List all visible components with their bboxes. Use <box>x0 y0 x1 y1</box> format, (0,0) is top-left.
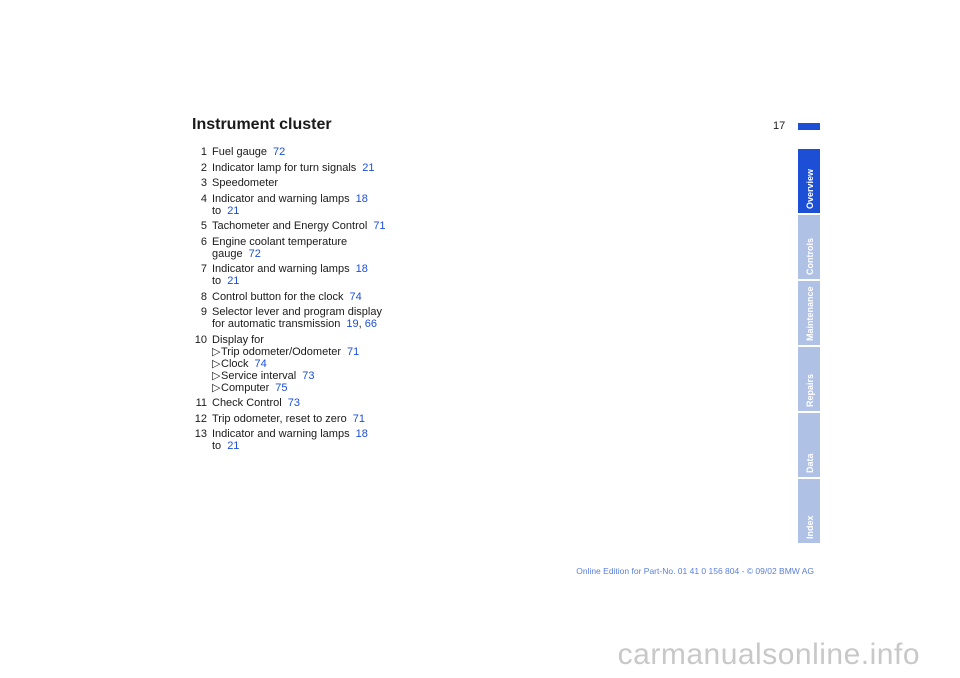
item-number: 7 <box>200 263 207 275</box>
section-nav <box>798 149 820 545</box>
item-number: 5 <box>200 220 207 232</box>
item-line <box>212 205 452 217</box>
item-text: to <box>212 440 222 452</box>
page-reference-link[interactable]: 75 <box>275 381 288 394</box>
tab-label: Overview <box>805 168 815 209</box>
page-reference-link[interactable]: 74 <box>254 357 267 370</box>
item-text: Trip odometer/Odometer <box>221 345 342 358</box>
triangle-bullet-icon: ▷ <box>212 369 221 382</box>
item-text: Control button for the clock <box>212 290 344 303</box>
tab-maintenance[interactable] <box>798 281 820 345</box>
item-text: gauge <box>212 247 243 260</box>
triangle-bullet-icon: ▷ <box>212 357 221 370</box>
page-number: 17 <box>773 120 786 132</box>
item-text: Computer <box>221 381 270 394</box>
item-line <box>212 413 452 425</box>
page-reference-link[interactable]: 21 <box>227 440 240 452</box>
item-line <box>212 193 452 205</box>
item-number: 1 <box>200 146 207 158</box>
item-number: 4 <box>200 192 207 205</box>
tab-data[interactable] <box>798 413 820 477</box>
list-item <box>192 263 452 287</box>
list-item <box>192 428 452 452</box>
item-body <box>212 306 452 330</box>
triangle-bullet-icon: ▷ <box>212 345 221 358</box>
item-line <box>212 358 452 370</box>
page-reference-link[interactable]: 74 <box>349 290 362 303</box>
item-text: Tachometer and Energy Control <box>212 220 368 232</box>
item-line <box>212 248 452 260</box>
item-line <box>212 382 452 394</box>
item-line <box>212 146 452 158</box>
footer-note: Online Edition for Part-No. 01 41 0 156 804 - © 09/02 BMW AG <box>576 566 814 576</box>
page-reference-link[interactable]: 19 <box>346 318 359 330</box>
tab-index[interactable] <box>798 479 820 543</box>
page-reference-link[interactable]: 73 <box>302 369 315 382</box>
item-line <box>212 397 452 409</box>
page-reference-link[interactable]: 71 <box>373 220 386 232</box>
item-number: 13 <box>194 428 207 440</box>
list-item <box>192 193 452 217</box>
item-line <box>212 306 452 318</box>
item-body <box>212 428 452 452</box>
item-text: to <box>212 204 222 217</box>
page-reference-link[interactable]: 72 <box>248 247 261 260</box>
item-body <box>212 220 452 232</box>
tab-label: Index <box>805 515 815 539</box>
item-body <box>212 193 452 217</box>
tab-label: Repairs <box>805 373 815 407</box>
list-item <box>192 162 452 174</box>
page-reference-link[interactable]: 71 <box>347 345 360 358</box>
tab-repairs[interactable] <box>798 347 820 411</box>
tab-overview[interactable] <box>798 149 820 213</box>
item-number: 9 <box>200 306 207 318</box>
item-line <box>212 318 452 330</box>
item-number: 6 <box>200 235 207 248</box>
list-item <box>192 146 452 158</box>
item-line <box>212 440 452 452</box>
list-item <box>192 397 452 409</box>
list-item <box>192 220 452 232</box>
item-body <box>212 162 452 174</box>
page-reference-link[interactable]: 21 <box>362 161 375 174</box>
page-reference-link[interactable]: 21 <box>227 204 240 217</box>
item-line <box>212 334 452 346</box>
page-reference-link[interactable]: 71 <box>352 412 365 425</box>
item-list <box>192 146 452 456</box>
list-item <box>192 306 452 330</box>
item-body <box>212 146 452 158</box>
list-item <box>192 291 452 303</box>
item-line <box>212 275 452 287</box>
item-line <box>212 346 452 358</box>
item-text: Indicator and warning lamps <box>212 263 350 275</box>
item-number: 10 <box>194 333 207 346</box>
item-number: 8 <box>200 290 207 303</box>
page-reference-link[interactable]: 18 <box>355 263 368 275</box>
item-text: Trip odometer, reset to zero <box>212 412 347 425</box>
ref-separator: , <box>358 318 365 330</box>
watermark: carmanualsonline.info <box>617 638 920 671</box>
item-text: Indicator and warning lamps <box>212 428 350 440</box>
item-body <box>212 397 452 409</box>
list-item <box>192 334 452 394</box>
tab-label: Maintenance <box>805 286 815 341</box>
page-reference-link[interactable]: 72 <box>273 146 286 158</box>
item-text: Fuel gauge <box>212 146 268 158</box>
item-body <box>212 263 452 287</box>
tab-label: Data <box>805 453 815 473</box>
page-reference-link[interactable]: 73 <box>287 397 300 409</box>
item-line <box>212 291 452 303</box>
list-item <box>192 177 452 189</box>
page-reference-link[interactable]: 66 <box>364 318 378 330</box>
item-text: Check Control <box>212 397 282 409</box>
item-number: 2 <box>200 161 207 174</box>
item-line <box>212 220 452 232</box>
item-body <box>212 236 452 260</box>
item-line <box>212 263 452 275</box>
item-body <box>212 177 452 189</box>
item-text: Indicator and warning lamps <box>212 192 350 205</box>
page-reference-link[interactable]: 21 <box>227 275 240 287</box>
list-item <box>192 413 452 425</box>
item-line <box>212 236 452 248</box>
item-body <box>212 334 452 394</box>
item-line <box>212 177 452 189</box>
tab-label: Controls <box>805 238 815 275</box>
page-title: Instrument cluster <box>192 116 332 133</box>
item-text: Engine coolant temperature <box>212 235 348 248</box>
item-body <box>212 291 452 303</box>
item-number: 12 <box>194 412 207 425</box>
item-text: Display for <box>212 333 264 346</box>
item-line <box>212 428 452 440</box>
tab-controls[interactable] <box>798 215 820 279</box>
page-reference-link[interactable]: 18 <box>355 428 368 440</box>
triangle-bullet-icon: ▷ <box>212 381 221 394</box>
item-text: Service interval <box>221 369 297 382</box>
item-number: 11 <box>195 397 207 409</box>
item-line <box>212 162 452 174</box>
item-line <box>212 370 452 382</box>
item-text: Selector lever and program display <box>212 306 382 318</box>
item-text: Indicator lamp for turn signals <box>212 161 357 174</box>
page-reference-link[interactable]: 18 <box>355 192 368 205</box>
page-marker <box>798 123 820 130</box>
item-body <box>212 413 452 425</box>
item-text: for automatic transmission <box>212 318 341 330</box>
item-text: Clock <box>221 357 249 370</box>
list-item <box>192 236 452 260</box>
item-text: Speedometer <box>212 177 279 189</box>
item-text: to <box>212 275 222 287</box>
item-number: 3 <box>200 177 207 189</box>
